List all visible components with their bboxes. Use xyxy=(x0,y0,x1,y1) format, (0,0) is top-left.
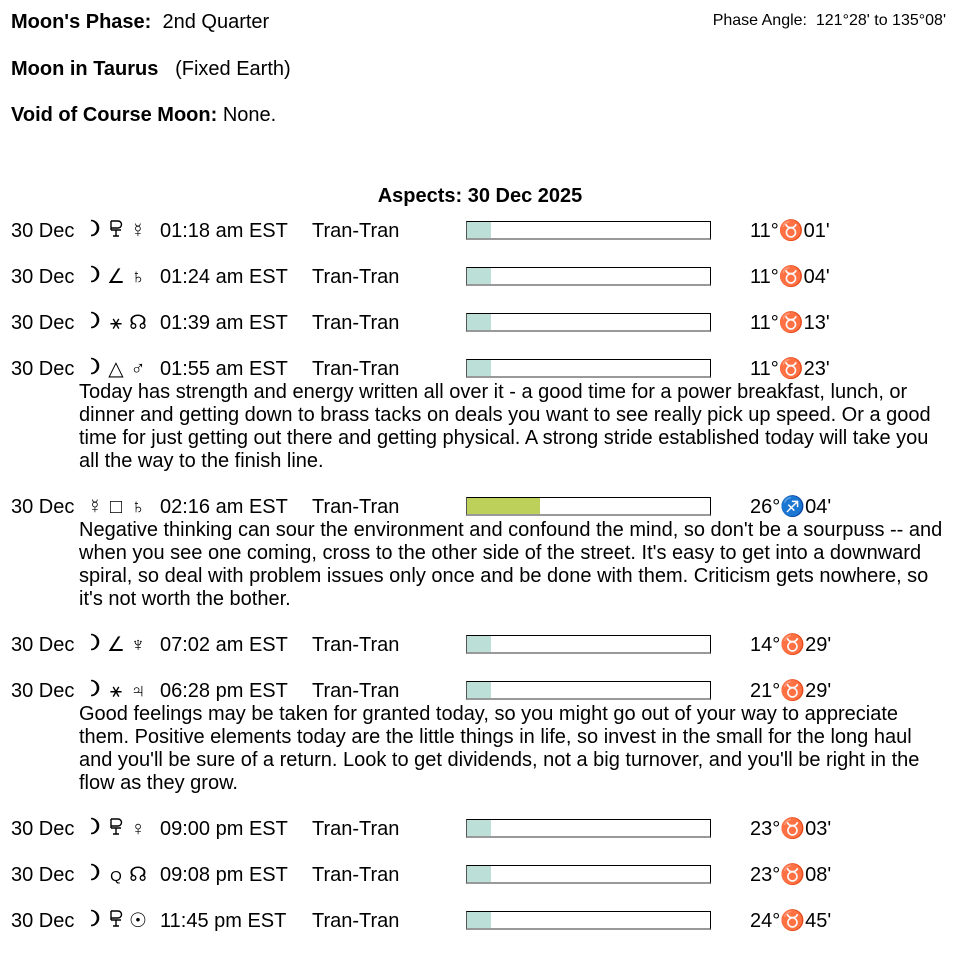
aspect-strength-fill xyxy=(467,912,491,928)
aspect-line xyxy=(0,633,960,657)
aspect-description: Today has strength and energy written all over it - a good time for a power breakfast, lunch, or dinner and getting down to brass tacks on deals you want to see really pick up speed. Or a good time for just getting out there and getting physical. A strong stride established today will take you all the way to the finish line. xyxy=(79,381,931,472)
moon-sign-element: (Fixed Earth) xyxy=(175,58,291,80)
aspect-row xyxy=(0,633,960,679)
aspect-row xyxy=(0,817,960,863)
semi-square-icon: ∠ xyxy=(107,634,125,656)
aspect-type: Tran-Tran xyxy=(312,680,400,702)
aspect-line xyxy=(0,863,960,887)
neptune-icon: ♆ xyxy=(130,634,146,656)
aspect-type: Tran-Tran xyxy=(312,818,400,840)
aspect-row xyxy=(0,357,960,495)
void-of-course-value: None. xyxy=(222,104,277,126)
aspect-type: Tran-Tran xyxy=(312,220,400,242)
aspect-row xyxy=(0,909,960,955)
aspect-glyphs xyxy=(85,495,149,519)
aspect-strength-bar xyxy=(466,313,711,332)
moon-icon xyxy=(85,909,105,933)
aspect-strength-fill xyxy=(467,268,491,284)
aspect-row xyxy=(0,311,960,357)
aspect-time: 07:02 am EST xyxy=(160,634,288,656)
aspect-strength-fill xyxy=(467,820,491,836)
aspect-glyphs xyxy=(85,265,149,289)
aspect-strength-bar xyxy=(466,819,711,838)
aspect-type: Tran-Tran xyxy=(312,634,400,656)
aspect-time: 01:18 am EST xyxy=(160,220,288,242)
aspect-strength-bar xyxy=(466,635,711,654)
aspect-date: 30 Dec xyxy=(11,864,75,886)
aspect-time: 01:24 am EST xyxy=(160,266,288,288)
aspect-row xyxy=(0,679,960,817)
aspect-line xyxy=(0,219,960,243)
aspect-row xyxy=(0,219,960,265)
aspect-glyphs xyxy=(85,311,149,335)
aspect-type: Tran-Tran xyxy=(312,312,400,334)
moon-icon xyxy=(85,633,105,657)
aspect-date: 30 Dec xyxy=(11,680,75,702)
aspect-type: Tran-Tran xyxy=(312,910,400,932)
void-of-course xyxy=(11,103,276,127)
semi-square-variant-icon xyxy=(105,219,127,243)
trine-icon: △ xyxy=(108,358,124,380)
venus-icon: ♀ xyxy=(130,818,146,840)
aspect-time: 01:39 am EST xyxy=(160,312,288,334)
aspect-strength-bar xyxy=(466,911,711,930)
square-icon: □ xyxy=(109,496,123,518)
aspect-strength-fill xyxy=(467,360,491,376)
aspect-strength-fill xyxy=(467,682,491,698)
aspect-time: 02:16 am EST xyxy=(160,496,288,518)
moon-phase xyxy=(11,10,269,34)
mercury-icon: ☿ xyxy=(87,496,103,518)
moon-icon xyxy=(85,265,105,289)
aspects-title: Aspects: 30 Dec 2025 xyxy=(377,185,583,207)
aspect-strength-bar xyxy=(466,359,711,378)
aspect-glyphs xyxy=(85,909,149,933)
moon-sign-label: Moon in Taurus xyxy=(11,58,159,80)
moon-icon xyxy=(85,219,105,243)
mercury-icon: ☿ xyxy=(130,220,146,242)
aspect-position: 11°♉04' xyxy=(750,266,830,288)
aspect-type: Tran-Tran xyxy=(312,266,400,288)
aspect-date: 30 Dec xyxy=(11,496,75,518)
aspect-date: 30 Dec xyxy=(11,634,75,656)
aspect-strength-fill xyxy=(467,222,491,238)
aspect-time: 06:28 pm EST xyxy=(160,680,288,702)
aspect-position: 23°♉03' xyxy=(750,818,832,840)
north-node-icon: ☊ xyxy=(129,864,147,886)
aspect-position: 11°♉13' xyxy=(750,312,830,334)
moon-icon xyxy=(85,311,105,335)
aspect-glyphs xyxy=(85,357,149,381)
aspect-glyphs xyxy=(85,817,149,841)
sun-icon: ☉ xyxy=(129,910,147,932)
moon-icon xyxy=(85,817,105,841)
aspect-description: Negative thinking can sour the environment and confound the mind, so don't be a sourpuss -- and when you see one coming, cross to the other side of the street. It's easy to get into a downward spiral, so deal with problem issues only once and be done with them. Criticism gets nowhere, so it's not worth the bother. xyxy=(79,519,943,610)
aspect-position: 14°♉29' xyxy=(750,634,832,656)
aspect-time: 09:00 pm EST xyxy=(160,818,288,840)
aspect-date: 30 Dec xyxy=(11,910,75,932)
aspect-date: 30 Dec xyxy=(11,818,75,840)
aspect-strength-fill xyxy=(467,314,491,330)
saturn-icon: ♄ xyxy=(130,266,146,288)
aspect-strength-bar xyxy=(466,865,711,884)
aspect-position: 21°♉29' xyxy=(750,680,832,702)
moon-sign xyxy=(11,57,291,81)
aspect-position: 11°♉01' xyxy=(750,220,830,242)
aspect-strength-bar xyxy=(466,267,711,286)
phase-angle-value: 121°28' to 135°08' xyxy=(815,12,946,29)
void-of-course-label: Void of Course Moon: xyxy=(11,104,218,126)
aspect-date: 30 Dec xyxy=(11,220,75,242)
aspect-glyphs xyxy=(85,219,149,243)
aspect-strength-bar xyxy=(466,221,711,240)
aspect-strength-bar xyxy=(466,497,711,516)
aspect-strength-fill xyxy=(467,866,491,882)
quintile-icon: Q xyxy=(110,868,122,885)
aspect-position: 23°♉08' xyxy=(750,864,832,886)
aspect-glyphs xyxy=(85,679,149,703)
aspect-line xyxy=(0,909,960,933)
aspect-position: 11°♉23' xyxy=(750,358,830,380)
aspect-position: 24°♉45' xyxy=(750,910,832,932)
aspect-list xyxy=(0,219,960,955)
semi-square-icon: ∠ xyxy=(107,266,125,288)
aspect-type: Tran-Tran xyxy=(312,358,400,380)
moon-icon xyxy=(85,357,105,381)
mars-icon: ♂ xyxy=(130,358,146,380)
moon-icon xyxy=(85,679,105,703)
aspect-row xyxy=(0,495,960,633)
aspect-time: 11:45 pm EST xyxy=(160,910,287,932)
phase-angle xyxy=(713,11,946,31)
aspect-type: Tran-Tran xyxy=(312,496,400,518)
phase-angle-label: Phase Angle: xyxy=(712,12,807,29)
aspect-time: 09:08 pm EST xyxy=(160,864,288,886)
saturn-icon: ♄ xyxy=(130,496,146,518)
sextile-icon: ⚹ xyxy=(110,680,122,702)
aspect-row xyxy=(0,863,960,909)
aspect-glyphs xyxy=(85,863,149,889)
moon-phase-label: Moon's Phase: xyxy=(11,11,152,33)
aspect-date: 30 Dec xyxy=(11,358,75,380)
aspect-position: 26°♐04' xyxy=(750,496,832,518)
aspect-strength-bar xyxy=(466,681,711,700)
aspect-line xyxy=(0,311,960,335)
aspect-line xyxy=(0,817,960,841)
aspect-date: 30 Dec xyxy=(11,312,75,334)
aspect-strength-fill xyxy=(467,498,540,514)
aspect-line xyxy=(0,679,960,703)
aspect-time: 01:55 am EST xyxy=(160,358,288,380)
aspect-line xyxy=(0,357,960,381)
aspect-strength-fill xyxy=(467,636,491,652)
aspect-description: Good feelings may be taken for granted today, so you might go out of your way to appreciate them. Positive elements today are the little things in life, so invest in the small for the long haul and you'll be sure of a return. Look to get dividends, not a big turnover, and you'll be right in the flow as they grow. xyxy=(79,703,920,794)
aspect-line xyxy=(0,265,960,289)
moon-phase-value: 2nd Quarter xyxy=(162,11,270,33)
aspect-type: Tran-Tran xyxy=(312,864,400,886)
jupiter-icon: ♃ xyxy=(130,680,146,702)
aspect-glyphs xyxy=(85,633,149,657)
semi-square-variant-icon xyxy=(105,909,127,933)
aspect-date: 30 Dec xyxy=(11,266,75,288)
north-node-icon: ☊ xyxy=(129,312,147,334)
semi-square-variant-icon xyxy=(105,817,127,841)
aspect-line xyxy=(0,495,960,519)
aspect-row xyxy=(0,265,960,311)
moon-icon xyxy=(85,863,105,887)
sextile-icon: ⚹ xyxy=(110,312,122,334)
